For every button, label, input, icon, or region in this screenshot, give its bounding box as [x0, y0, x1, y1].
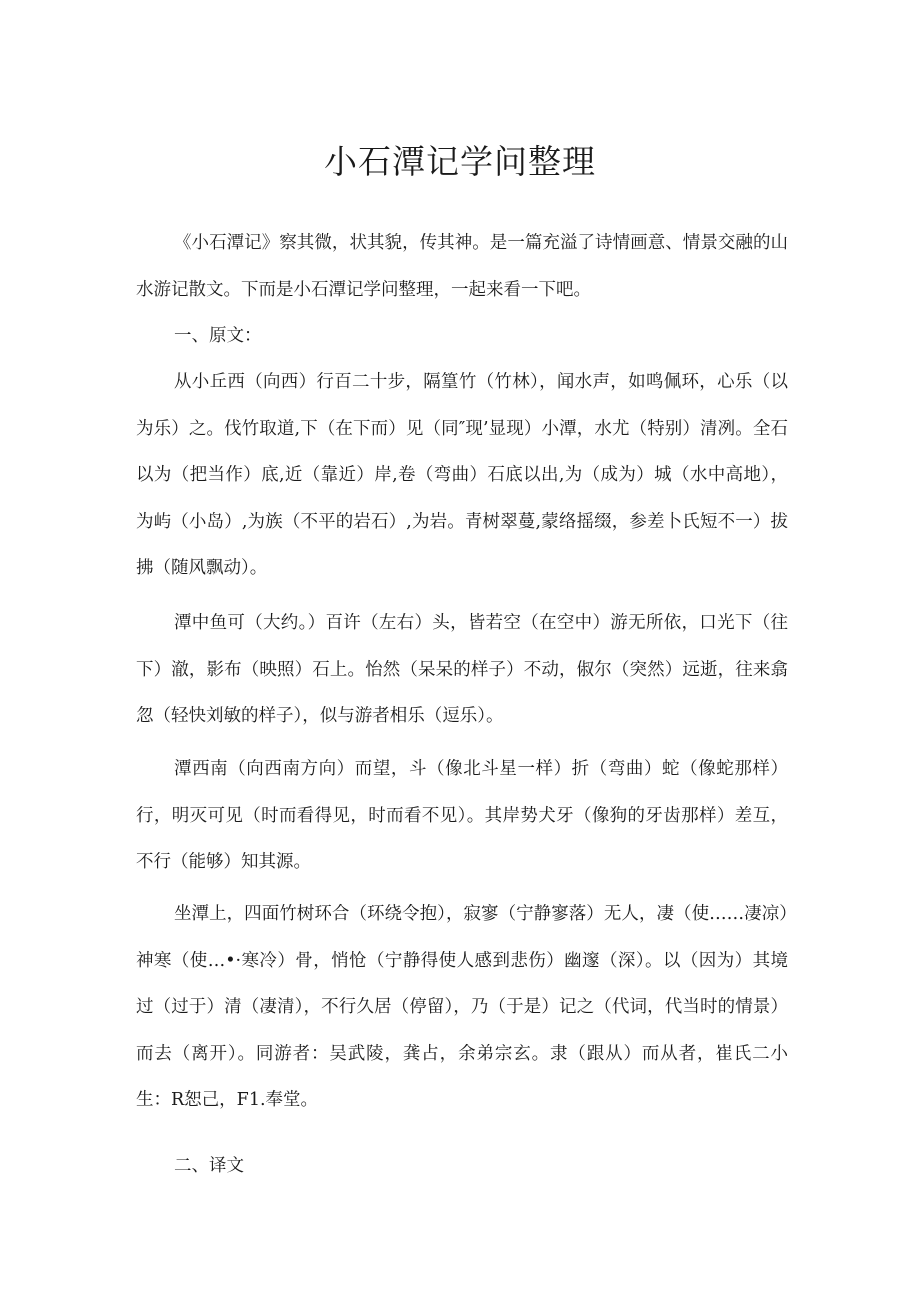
original-text-paragraph-3: 潭西南（向西南方向）而望，斗（像北斗星一样）折（弯曲）蛇（像蛇那样）行，明灭可见（时而看得见，时而看不见）。其岸势犬牙（像狗的牙齿那样）差互，不行（能够）知其源。 — [136, 759, 788, 872]
original-text-paragraph-2: 潭中鱼可（大约。）百许（左右）头，皆若空（在空中）游无所依，口光下（往下）澈，影布（映照）石上。怡然（呆呆的样子）不动，俶尔（突然）远逝，往来翕忽（轻快刘敏的样子），似与游者相乐（逗乐）。 — [136, 613, 788, 726]
original-text-paragraph-4: 坐潭上，四面竹树环合（环绕令抱），寂寥（宁静寥落）无人，凄（使……凄凉）神寒（使…•·寒冷）骨，悄怆（宁静得使人感到悲伤）幽邃（深）。以（因为）其境过（过于）清（凄清），不行久居（停留），乃（于是）记之（代词，代当时的情景）而去（离开）。同游者：吴武陵，龚占，余弟宗玄。隶（跟从）而从者，崔氏二小生：R恕己，F1.奉堂。 — [136, 904, 788, 1110]
section-heading-translation: 二、译文 — [174, 1156, 244, 1176]
intro-paragraph: 《小石潭记》察其微，状其貌，传其神。是一篇充溢了诗情画意、情景交融的山水游记散文。下而是小石潭记学问整理，一起来看一下吧。 — [136, 233, 788, 300]
original-text-paragraph-1: 从小丘西（向西）行百二十步，隔篁竹（竹林），闻水声，如鸣佩环，心乐（以为乐）之。伐竹取道,下（在下而）见（同″现’显现）小潭，水尤（特别）清冽。全石以为（把当作）底,近（靠近）岸,卷（弯曲）石底以出,为（成为）城（水中高地），为屿（小岛）,为族（不平的岩石）,为岩。青树翠蔓,蒙络摇缀，参差卜氏短不一）拔拂（随风飘动）。 — [136, 372, 788, 578]
document-title: 小石潭记学问整理 — [324, 142, 596, 181]
section-heading-original-text: 一、原文： — [174, 326, 262, 346]
